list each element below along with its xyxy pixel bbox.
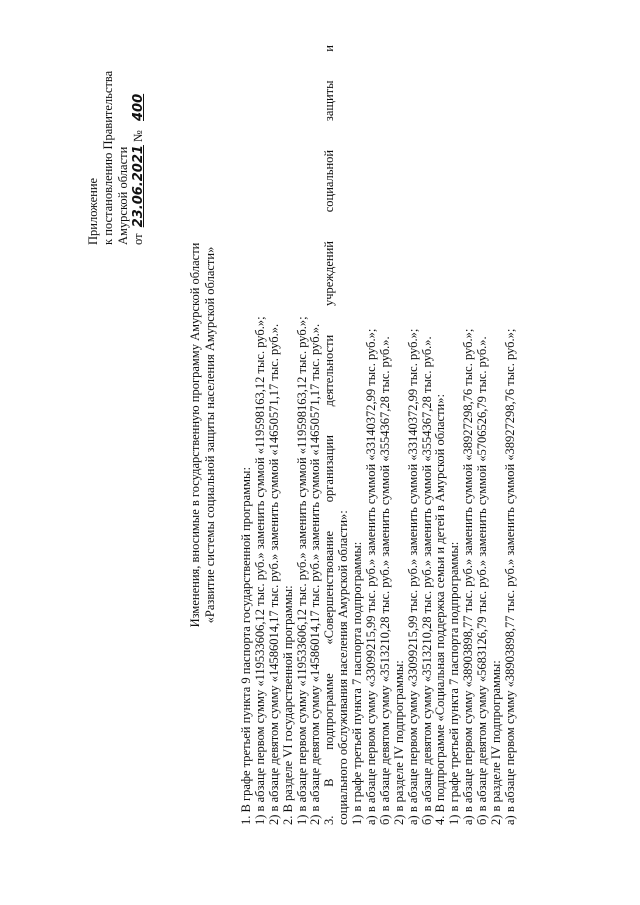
heading-line-1: Изменения, вносимые в государственную программу Амурской области	[188, 242, 202, 628]
body-line: 1. В графе третьей пункта 9 паспорта государственной программы:	[239, 467, 253, 825]
appendix-line-1: к постановлению Правительства	[101, 70, 115, 245]
body-line: 3. В подпрограмме «Совершенствование организации деятельности учреждений социальной защиты и	[322, 45, 337, 825]
appendix-line-2: Амурской области	[116, 146, 130, 245]
body-line: б) в абзаце девятом сумму «3513210,28 тыс. руб.» заменить суммой «3554367,28 тыс. руб.».	[419, 336, 434, 825]
body-line: а) в абзаце первом сумму «33099215,99 тыс. руб.» заменить суммой «33140372,99 тыс. руб.»;	[364, 328, 379, 825]
appendix-title: Приложение	[86, 177, 100, 245]
body-line: 2) в разделе IV подпрограммы:	[391, 660, 406, 825]
body-line: 2) в разделе IV подпрограммы:	[489, 660, 504, 825]
document-body	[240, 45, 518, 825]
body-line: 4. В подпрограмме «Социальная поддержка семьи и детей в Амурской области»:	[433, 394, 448, 825]
heading-line-2: «Развитие системы социальной защиты населения Амурской области»	[203, 246, 217, 624]
body-line: а) в абзаце первом сумму «38903898,77 тыс. руб.» заменить суммой «38927298,76 тыс. руб.»;	[502, 328, 517, 825]
body-line: б) в абзаце девятом сумму «3513210,28 тыс. руб.» заменить суммой «3554367,28 тыс. руб.».	[377, 336, 392, 825]
appendix-date-line	[131, 5, 146, 245]
body-line: б) в абзаце девятом сумму «5683126,79 тыс. руб.» заменить суммой «5706526,79 тыс. руб.».	[475, 336, 490, 825]
body-line: 1) в абзаце первом сумму «119533606,12 тыс. руб.» заменить суммой «119598163,12 тыс. руб.»;	[252, 316, 267, 825]
body-line: 1) в абзаце первом сумму «119533606,12 тыс. руб.» заменить суммой «119598163,12 тыс. руб.»;	[294, 316, 309, 825]
body-line: 2) в абзаце девятом сумму «14586014,17 тыс. руб.» заменить суммой «14650571,17 тыс. руб.».	[308, 323, 323, 825]
appendix-block	[86, 5, 146, 245]
document-heading	[188, 105, 218, 765]
handwritten-date: 23.06.2021	[131, 145, 146, 228]
body-line: 1) в графе третьей пункта 7 паспорта подпрограммы:	[350, 541, 365, 825]
body-line: а) в абзаце первом сумму «38903898,77 тыс. руб.» заменить суммой «38927298,76 тыс. руб.»;	[461, 328, 476, 825]
body-line: 1) в графе третьей пункта 7 паспорта подпрограммы:	[447, 541, 462, 825]
body-line: 2. В разделе VI государственной программы:	[280, 585, 295, 825]
body-line: социального обслуживания населения Амурской области»:	[336, 510, 351, 825]
number-prefix: №	[131, 130, 145, 143]
body-line: 2) в абзаце девятом сумму «14586014,17 тыс. руб.» заменить суммой «14650571,17 тыс. руб.».	[266, 323, 281, 825]
date-prefix: от	[131, 233, 145, 245]
body-line: а) в абзаце первом сумму «33099215,99 тыс. руб.» заменить суммой «33140372,99 тыс. руб.»;	[405, 328, 420, 825]
handwritten-number: 400	[131, 93, 146, 121]
